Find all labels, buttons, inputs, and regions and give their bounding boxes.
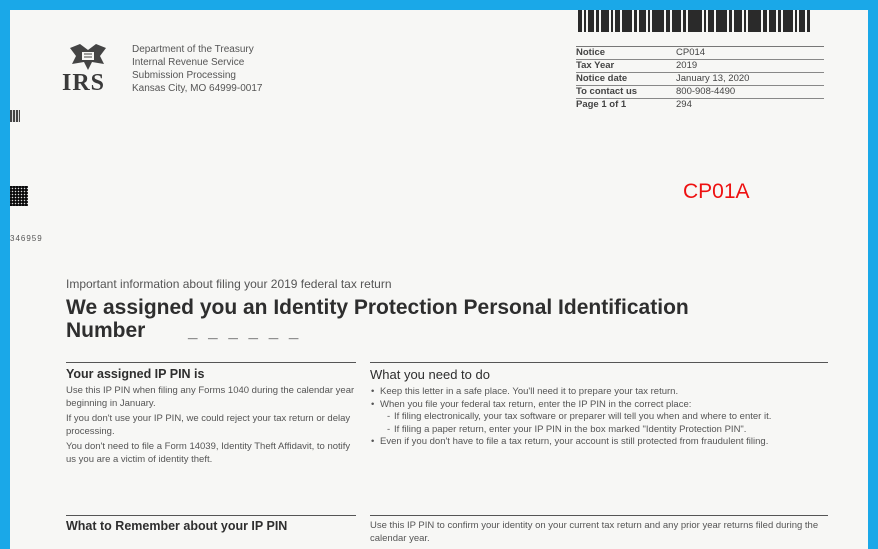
paragraph: Use this IP PIN to confirm your identity on your current tax return and any prior year returns filed during the calendar year. <box>370 515 828 545</box>
instructions-list <box>370 386 828 448</box>
section-title: What you need to do <box>370 362 828 382</box>
notice-row <box>576 73 824 86</box>
agency-line: Internal Revenue Service <box>132 57 245 68</box>
remember-section <box>66 515 356 533</box>
sub-list-item: - If filing electronically, your tax software or preparer will tell you when and where to enter it. <box>386 411 828 423</box>
notice-label: Page 1 of 1 <box>576 99 627 110</box>
page-title: We assigned you an Identity Protection Personal Identification Number <box>66 296 689 342</box>
agency-address <box>132 43 262 95</box>
cp01a-annotation: CP01A <box>683 180 750 203</box>
notice-row <box>576 60 824 73</box>
irs-logo <box>62 42 122 100</box>
small-2d-barcode <box>10 110 20 122</box>
agency-line: Kansas City, MO 64999-0017 <box>132 83 263 94</box>
notice-info-table <box>576 46 824 112</box>
paragraph: You don't need to file a Form 14039, Identity Theft Affidavit, to notify us you are a victim of identity theft. <box>66 441 351 465</box>
notice-label: To contact us <box>576 86 638 97</box>
paragraph: Use this IP PIN when filing any Forms 1040 during the calendar year beginning in January. <box>66 385 355 409</box>
notice-value: 800-908-4490 <box>676 86 736 97</box>
notice-label: Notice date <box>576 73 628 84</box>
notice-value: January 13, 2020 <box>676 73 750 84</box>
notice-value: 2019 <box>676 60 698 71</box>
section-title: What to Remember about your IP PIN <box>66 515 356 533</box>
intro-line: Important information about filing your 2019 federal tax return <box>66 277 392 291</box>
document-id: 346959 <box>10 234 43 243</box>
irs-notice-page <box>10 10 868 549</box>
notice-label: Notice <box>576 47 606 58</box>
sub-list-item: - If filing a paper return, enter your IP PIN in the box marked "Identity Protection PIN". <box>386 424 828 436</box>
section-title: Your assigned IP PIN is <box>66 362 356 381</box>
agency-line: Submission Processing <box>132 70 236 81</box>
eagle-emblem-icon <box>66 42 110 72</box>
2d-barcode <box>10 186 28 206</box>
notice-row <box>576 86 824 99</box>
list-item: • Even if you don't have to file a tax return, your account is still protected from fraudulent filing. <box>370 436 828 448</box>
agency-line: Department of the Treasury <box>132 44 254 55</box>
barcode-top <box>578 10 858 32</box>
list-item: • Keep this letter in a safe place. You'll need it to prepare your tax return. <box>370 386 828 398</box>
sub-instructions-list <box>386 411 828 435</box>
assigned-pin-section <box>66 362 356 469</box>
list-item <box>370 399 828 436</box>
what-to-do-section <box>370 362 828 449</box>
irs-logo-text: IRS <box>62 70 106 96</box>
paragraph: If you don't use your IP PIN, we could reject your tax return or delay processing. <box>66 413 351 437</box>
notice-value: 294 <box>676 99 692 110</box>
notice-row <box>576 99 824 112</box>
list-item-text: When you file your federal tax return, enter the IP PIN in the correct place: <box>380 398 692 410</box>
ip-pin-blank: _ _ _ _ _ _ <box>188 322 302 341</box>
notice-label: Tax Year <box>576 60 615 71</box>
notice-row <box>576 47 824 60</box>
remember-text-section <box>370 515 828 548</box>
notice-value: CP014 <box>676 47 706 58</box>
